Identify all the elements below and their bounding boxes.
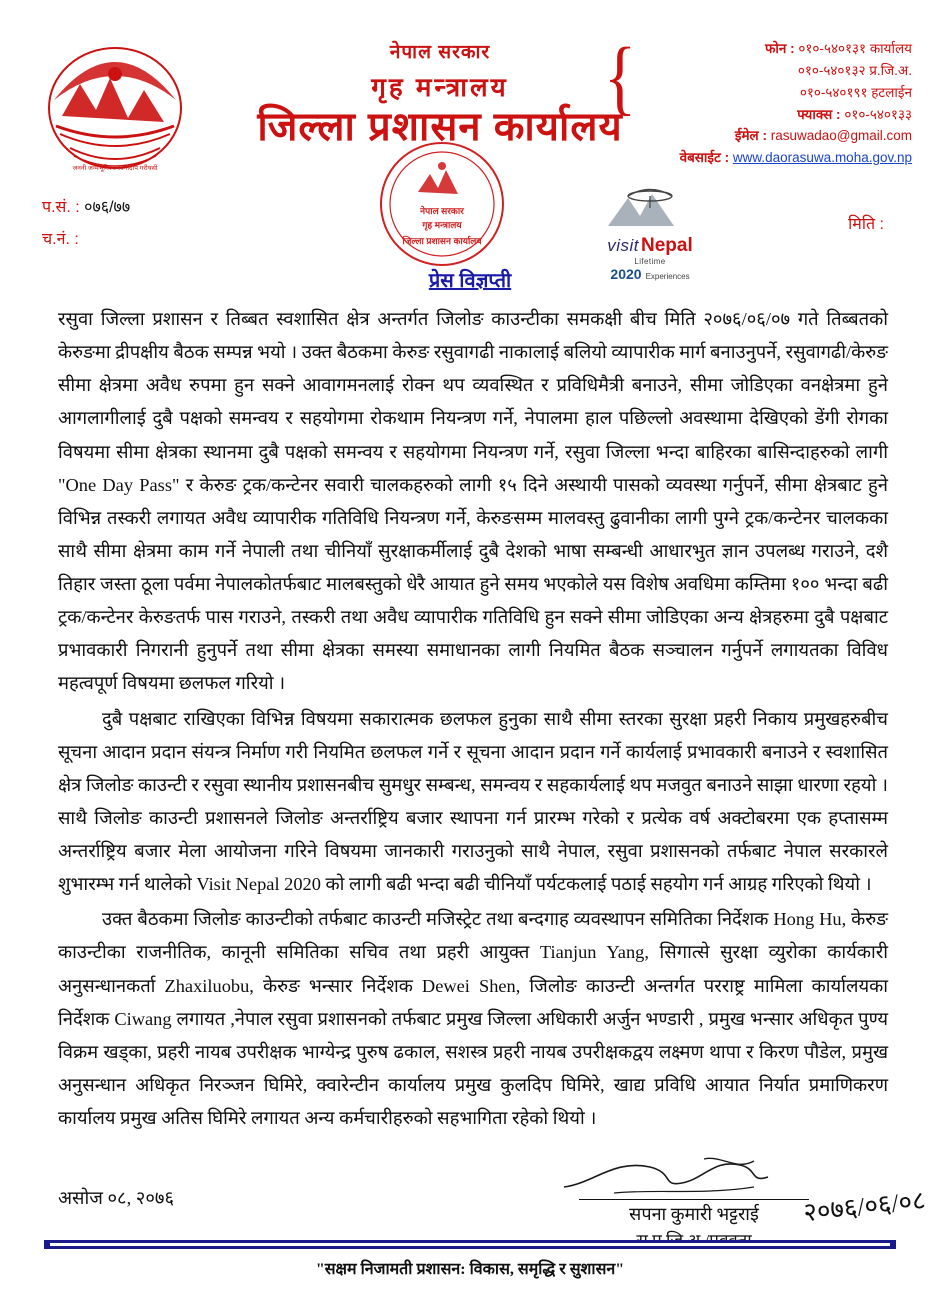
contact-value: ०१०-५४०१३१ कार्यालय (798, 41, 912, 56)
ministry-line: गृह मन्त्रालय (371, 72, 509, 102)
official-seal-icon (378, 140, 506, 268)
ref-chalani-number (42, 224, 130, 256)
office-line: जिल्ला प्रशासन कार्यालय (257, 105, 623, 149)
document-body (0, 303, 940, 1135)
handwritten-signature-icon (544, 1157, 844, 1199)
date-label: मिति : (848, 216, 884, 233)
contact-value: rasuwadao@gmail.com (770, 128, 912, 144)
contact-label: फ्याक्स : (797, 106, 841, 122)
paragraph-1: रसुवा जिल्ला प्रशासन र तिब्बत स्वशासित क्षेत्र अन्तर्गत जिलोङ काउन्टीका समकक्षी बीच मिति २०७६/०६/०७ गते तिब्बतको केरुङमा द्रीपक्षीय बैठक सम्पन्न भयो । उक्त बैठकमा केरुङ रसुवागढी नाकालाई बलियो व्यापारीक मार्ग बनाउनुपर्ने, रसुवागढी/केरुङ सीमा क्षेत्रमा अवैध रुपमा हुन सक्ने आवागमनलाई रोक्न थप व्यवस्थित र प्रविधिमैत्री बनाउने, सीमा जोडिएका वनक्षेत्रमा हुने आगलागीलाई दुबै पक्षको समन्वय र सहयोगमा रोकथाम नियन्त्रण गर्ने, नेपालमा हाल पछिल्लो अवस्थामा देखिएको डेंगी रोगका विषयमा सीमा क्षेत्रका स्थानमा दुबै पक्षको समन्वय र सहयोगमा नियन्त्रण गर्ने, रसुवा जिल्ला भन्दा बाहिरका बासिन्दाहरुको लागी "One Day Pass" र केरुङ ट्रक/कन्टेनर सवारी चालकहरुको लागी १५ दिने अस्थायी पासको व्यवस्था गर्नुपर्ने, सीमा क्षेत्रबाट हुने विभिन्न तस्करी लगायत अवैध व्यापारीक गतिविधि नियन्त्रण गर्ने, केरुङसम्म मालवस्तु ढुवानीका लागी पुग्ने ट्रक/कन्टेनर चालकका साथै सीमा क्षेत्रमा काम गर्ने नेपाली तथा चीनियाँ सुरक्षाकर्मीलाई दुबै देशको भाषा सम्बन्धी आधारभुत ज्ञान उपलब्ध गराउने, दशै तिहार जस्ता ठूला पर्वमा नेपालकोतर्फबाट मालबस्तुको धेरै आयात हुने समय भएकोले यस विशेष अवधिमा कम्तिमा १०० भन्दा बढी ट्रक/कन्टेनर केरुङतर्फ पास गराउने, तस्करी तथा अवैध व्यापारीक गतिविधि हुन सक्ने सीमा जोडिएका अन्य क्षेत्रहरुमा दुबै पक्षबाट प्रभावकारी निगरानी हुनुपर्ने तथा सीमा क्षेत्रका समस्या समाधानका लागी नियमित बैठक सञ्चालन गर्नुपर्ने लगायतका विविध महत्वपूर्ण विषयमा छलफल गरियो । (58, 309, 888, 694)
svg-text:नेपाल सरकार: नेपाल सरकार (420, 206, 464, 216)
svg-text:गृह मन्त्रालय: गृह मन्त्रालय (422, 220, 462, 230)
signatory-name: सपना कुमारी भट्टराई (629, 1204, 759, 1225)
contact-fax (612, 104, 912, 126)
ref-chalani-label: च.नं. : (42, 231, 79, 248)
footer-divider (44, 1240, 896, 1249)
visit-word: visit (607, 236, 640, 255)
signature-block (544, 1157, 844, 1251)
gov-line: नेपाल सरकार (389, 42, 491, 63)
paragraph-3: उक्त बैठकमा जिलोङ काउन्टीको तर्फबाट काउन्टी मजिस्ट्रेट तथा बन्दगाह व्यवस्थापन समितिका निर्देशक Hong Hu, केरुङ काउन्टीका राजनीतिक, कानूनी समितिका सचिव तथा प्रहरी आयुक्त Tianjun Yang, सिगात्से सुरक्षा व्युरोका कार्यकारी अनुसन्धानकर्ता Zhaxiluobu, केरुङ भन्सार निर्देशक Dewei Shen, जिलोङ काउन्टी अन्तर्गत परराष्ट्र मामिला कार्यालयका निर्देशक Ciwang लगायत ,नेपाल रसुवा प्रशासनको तर्फबाट प्रमुख जिल्ला अधिकारी अर्जुन भण्डारी , प्रमुख भन्सार अधिकृत पुण्य विक्रम खड्का, प्रहरी नायब उपरीक्षक भाग्येन्द्र पुरुष ढकाल, सशस्त्र प्रहरी नायब उपरीक्षकद्वय लक्ष्मण थापा र किरण पौडेल, प्रमुख अनुसन्धान अधिकृत निरञ्जन घिमिरे, क्वारेन्टीन कार्यालय प्रमुख कुलदिप घिमिरे, खाद्य प्रविधि आयात निर्यात प्रमाणिकरण कार्यालय प्रमुख अतिस घिमिरे लगायत अन्य कर्मचारीहरुको सहभागिता रहेको थियो । (58, 909, 888, 1128)
contact-block (612, 38, 912, 169)
visit-nepal-mountain-icon (590, 186, 710, 230)
footer (0, 1240, 940, 1279)
ref-patra-value: ०७६/७७ (84, 199, 131, 216)
contact-email (612, 125, 912, 147)
contact-website[interactable] (612, 147, 912, 169)
experiences-word: Experiences (645, 272, 690, 281)
year-word: 2020 (610, 266, 642, 282)
footer-divider-inner (50, 1243, 890, 1247)
contact-phone-1 (612, 38, 912, 60)
signature-rule (579, 1199, 809, 1200)
paragraph-2: दुबै पक्षबाट राखिएका विभिन्न विषयमा सकारात्मक छलफल हुनुका साथै सीमा स्तरका सुरक्षा प्रहरी निकाय प्रमुखहरुबीच सूचना आदान प्रदान संयन्त्र निर्माण गरी नियमित छलफल गर्ने र सूचना आदान प्रदान गर्ने कार्यलाई प्रभावकारी बनाउने र स्वशासित क्षेत्र जिलोङ काउन्टी र रसुवा स्थानीय प्रशासनबीच सुमधुर सम्बन्ध, समन्वय र सहकार्यलाई थप मजवुत बनाउने साझा धारणा रहयो । साथै जिलोङ काउन्टी प्रशासनले जिलोङ अन्तर्राष्ट्रिय बजार स्थापना गर्न प्रारम्भ गरेको र प्रत्येक वर्ष अक्टोबरमा एक हप्तासम्म अन्तर्राष्ट्रिय बजार मेला आयोजना गरिने विषयमा जानकारी गराउनुको साथै नेपाल, रसुवा प्रशासनको तर्फबाट नेपाल सरकारले शुभारम्भ गर्न थालेको Visit Nepal 2020 को लागी बढी भन्दा बढी चीनियाँ पर्यटकलाई पठाई सहयोग गर्न आग्रह गरिएको थियो । (58, 708, 888, 895)
nepal-emblem-icon (40, 30, 190, 180)
visit-nepal-logo-icon (590, 186, 710, 284)
footer-slogan: "सक्षम निजामती प्रशासन: विकास, समृद्धि र सुशासन" (315, 1261, 625, 1278)
reference-numbers (42, 192, 130, 256)
contact-value: ०१०-५४०१३३ (844, 106, 912, 122)
contact-value: ०१०-५४०१३२ प्र.जि.अ. (797, 62, 912, 78)
svg-text:जिल्ला प्रशासन कार्यालय: जिल्ला प्रशासन कार्यालय (402, 236, 482, 246)
contact-value: ०१०-५४०१९१ हटलाईन (799, 84, 912, 100)
contact-phone-3 (612, 82, 912, 104)
nepal-word: Nepal (641, 235, 693, 256)
ref-patra-label: प.सं. : (42, 199, 80, 216)
signature-date: असोज ०८, २०७६ (58, 1188, 175, 1209)
contact-label: ईमेल : (734, 128, 767, 144)
ref-patra-sankhya (42, 192, 130, 224)
contact-label: फोन : (764, 41, 795, 56)
contact-label: वेबसाईट : (679, 150, 730, 166)
page-title: प्रेस विज्ञप्ती (428, 270, 512, 292)
lifetime-word: Lifetime (634, 257, 666, 266)
contact-value[interactable]: www.daorasuwa.moha.gov.np (732, 150, 912, 166)
svg-text:जननी जन्मभूमिश्च स्वर्गादपि गर: जननी जन्मभूमिश्च स्वर्गादपि गरीयसी (72, 165, 158, 172)
contact-phone-2 (612, 60, 912, 82)
office-heading (210, 31, 670, 149)
contact-brace-icon: { (603, 31, 636, 124)
handwritten-date-stamp: २०७६/०६/०८ (802, 1185, 928, 1228)
